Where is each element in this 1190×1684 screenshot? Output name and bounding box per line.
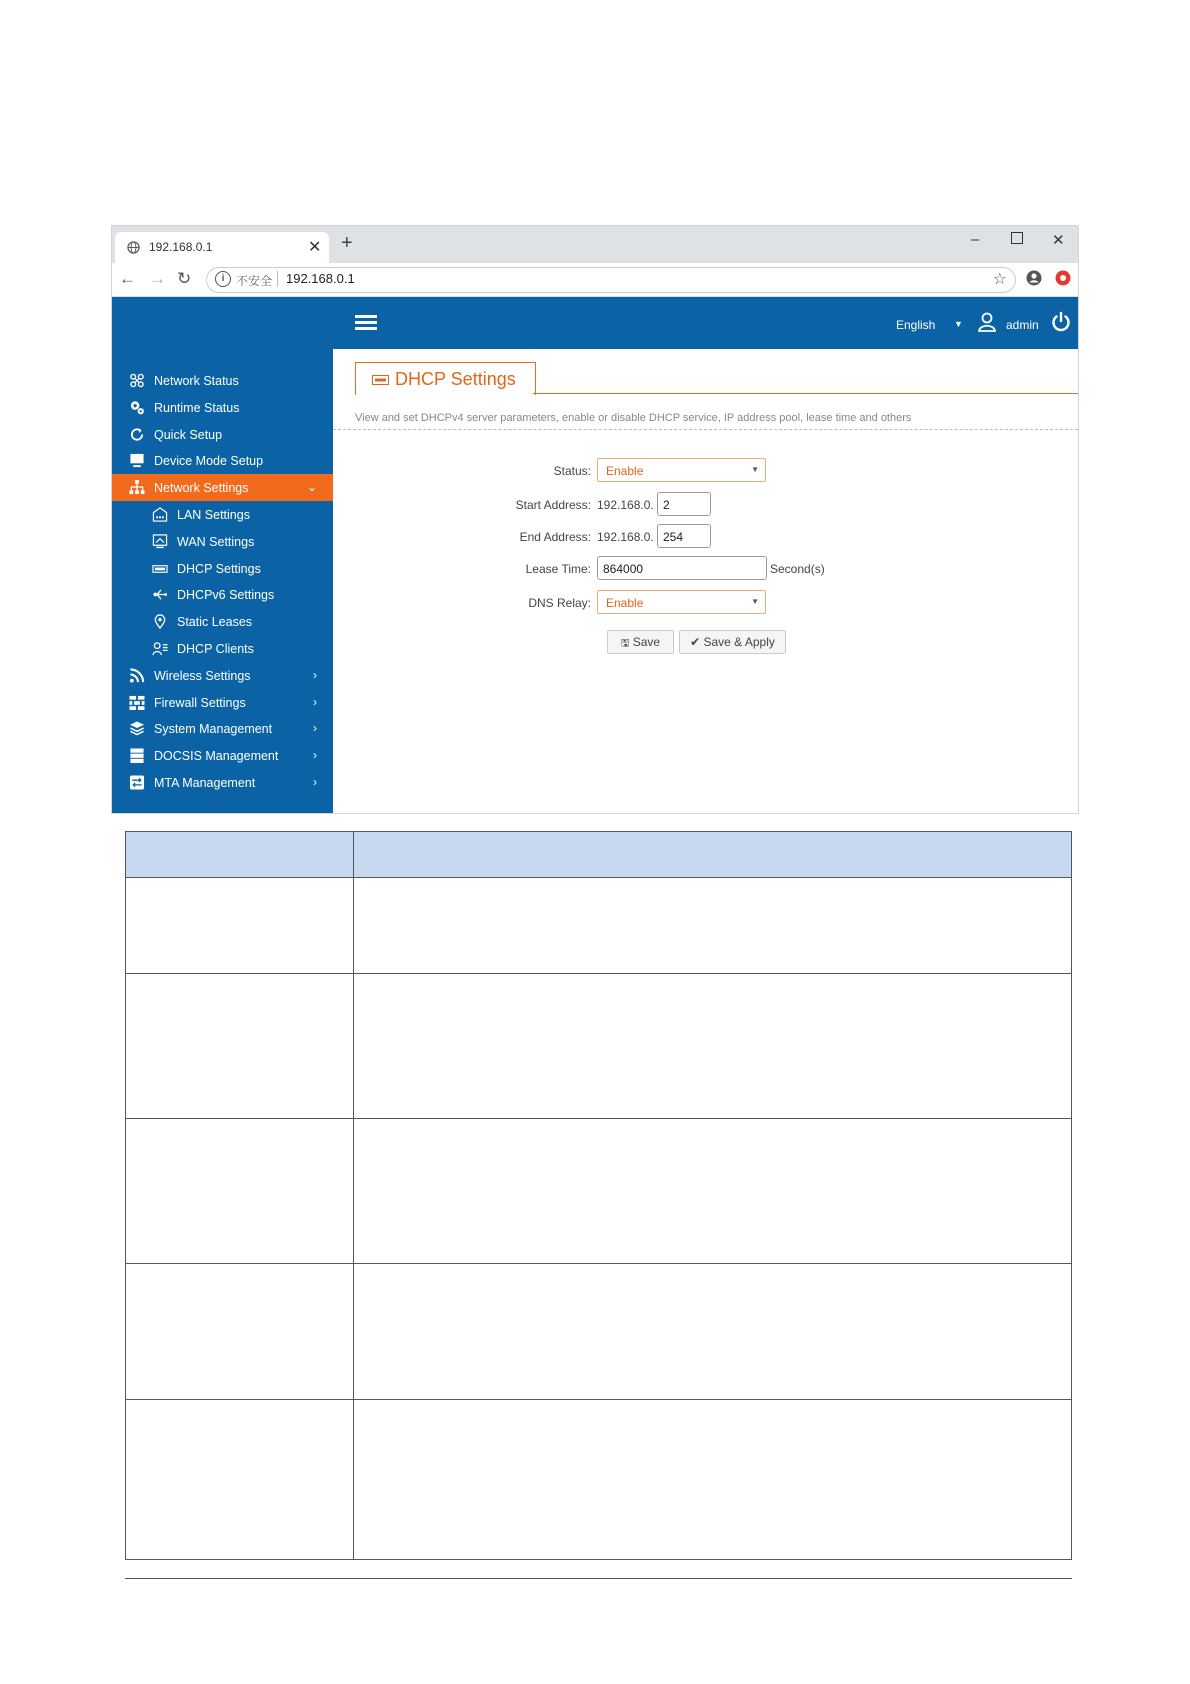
new-tab-button[interactable]: + [341,232,353,254]
table-cell [354,1400,1072,1560]
sidebar-item-device-mode-setup[interactable] [112,447,333,474]
table-row [126,1119,1072,1264]
chevron-down-icon: ⌄ [306,480,317,495]
lease-time-label: Lease Time: [525,562,591,576]
save-apply-button-label: Save & Apply [703,635,775,649]
sidebar-item-firewall-settings[interactable] [112,689,333,716]
sidebar-item-label: DHCPv6 Settings [177,588,275,603]
sidebar-item-label: DHCP Settings [177,561,261,576]
lease-time-unit: Second(s) [770,562,825,576]
table-cell [126,974,354,1119]
table-cell [126,1400,354,1560]
sidebar-item-label: Runtime Status [154,400,240,415]
sidebar-item-quick-setup[interactable] [112,421,333,448]
table-cell [354,1264,1072,1400]
tab-close-icon[interactable]: ✕ [308,239,322,256]
chevron-right-icon: › [313,748,317,763]
sidebar-item-wireless-settings[interactable] [112,662,333,689]
chevron-right-icon: › [313,774,317,789]
table-header-cell [354,832,1072,878]
sidebar-item-label: Wireless Settings [154,668,251,683]
start-address-label: Start Address: [515,498,591,512]
bookmark-star-icon[interactable]: ☆ [992,271,1007,288]
minimize-icon[interactable]: – [971,231,980,248]
table-cell [354,974,1072,1119]
table-row [126,1400,1072,1560]
sidebar-item-system-management[interactable] [112,715,333,742]
sidebar-item-dhcp-clients[interactable] [112,635,333,662]
sidebar-item-network-settings[interactable] [112,474,333,501]
dhcp-icon [372,375,389,385]
end-address-value: 254 [663,530,684,544]
dns-relay-value: Enable [606,596,644,610]
divider [333,429,1078,430]
caret-down-icon: ▼ [751,597,759,606]
end-address-label: End Address: [519,530,591,544]
sidebar-item-label: DHCP Clients [177,641,254,656]
status-value: Enable [606,464,644,478]
insecure-label: 不安全 [236,274,273,288]
lease-time-input[interactable] [597,556,767,580]
end-address-prefix: 192.168.0. [597,530,654,544]
chevron-right-icon: › [313,667,317,682]
network-status-icon [129,373,145,388]
sidebar-item-dhcpv6-settings[interactable] [112,581,333,608]
sidebar-item-label: Network Settings [154,481,249,496]
sidebar-item-label: Static Leases [177,615,253,630]
wan-icon [152,534,168,549]
maximize-icon[interactable] [1011,232,1023,244]
menu-toggle-icon[interactable] [355,315,377,331]
monitor-icon [129,453,145,468]
gears-icon [129,400,145,415]
check-icon: ✔ [690,635,701,649]
user-list-icon [152,641,168,656]
back-icon[interactable]: ← [119,269,136,288]
sidebar-item-network-status[interactable] [112,367,333,394]
user-icon [977,312,997,332]
sidebar-item-label: LAN Settings [177,507,250,522]
exchange-icon [129,775,145,790]
layers-icon [129,721,145,736]
browser-window [112,226,1078,813]
sidebar-menu [112,367,333,796]
page-title: DHCP Settings [395,369,516,389]
table-header-cell [126,832,354,878]
app-header [112,297,1078,349]
profile-icon[interactable] [1026,270,1042,286]
table-cell [126,1119,354,1264]
chevron-right-icon: › [313,721,317,736]
sidebar-item-label: DOCSIS Management [154,749,279,764]
url-text[interactable]: 192.168.0.1 [286,271,355,286]
sidebar-item-label: Network Status [154,374,239,388]
table-cell [354,878,1072,974]
sidebar-item-runtime-status[interactable] [112,394,333,421]
forward-icon[interactable]: → [149,269,166,288]
tab-bar [112,226,1078,263]
address-toolbar [112,263,1078,297]
description-table [125,831,1072,1560]
window-close-icon[interactable]: ✕ [1052,232,1065,249]
table-header-row [126,832,1072,878]
share-icon [152,587,168,602]
sidebar-item-docsis-management[interactable] [112,742,333,769]
map-pin-icon [152,614,168,629]
sidebar-item-label: Quick Setup [154,427,223,442]
page-tab[interactable] [355,362,536,395]
caret-down-icon: ▼ [751,465,759,474]
power-icon[interactable] [1050,311,1072,333]
sitemap-icon [129,480,145,495]
table-cell [126,878,354,974]
table-row [126,974,1072,1119]
reload-icon[interactable]: ↻ [177,269,192,288]
sidebar-item-static-leases[interactable] [112,608,333,635]
table-row [126,878,1072,974]
info-icon[interactable]: i [215,271,231,287]
save-apply-button[interactable] [679,630,786,654]
sidebar-item-label: Device Mode Setup [154,454,264,469]
lan-icon [152,507,168,522]
save-button-label: Save [632,635,661,649]
sidebar-item-mta-management[interactable] [112,769,333,796]
end-address-input[interactable] [657,524,711,548]
save-button[interactable] [607,630,674,654]
sidebar-item-dhcp-settings[interactable] [112,555,333,582]
dns-relay-select[interactable] [597,590,766,614]
username[interactable]: admin [1006,318,1039,332]
sidebar-item-label: Firewall Settings [154,695,246,710]
caret-down-icon[interactable]: ▼ [954,319,963,329]
dns-relay-label: DNS Relay: [528,596,591,610]
sidebar-item-label: System Management [154,722,273,737]
sidebar-item-lan-settings[interactable] [112,501,333,528]
tab-underline [533,393,1078,394]
chevron-right-icon: › [313,694,317,709]
floppy-icon: 🖫 [620,638,630,649]
extension-icon[interactable] [1055,270,1071,286]
sidebar-item-label: MTA Management [154,775,256,790]
status-select[interactable] [597,458,766,482]
start-address-value: 2 [663,498,670,512]
globe-icon [127,241,140,254]
dhcp-icon [152,561,168,576]
tab-title: 192.168.0.1 [149,240,213,254]
start-address-input[interactable] [657,492,711,516]
language-select[interactable]: English [896,318,936,332]
status-label: Status: [553,464,591,478]
start-address-prefix: 192.168.0. [597,498,654,512]
table-cell [354,1119,1072,1264]
address-bar[interactable] [206,267,1016,293]
sidebar-item-label: WAN Settings [177,534,255,549]
refresh-icon [129,427,145,442]
sidebar-item-wan-settings[interactable] [112,528,333,555]
footer-rule [125,1578,1072,1579]
sidebar [112,349,333,813]
table-row [126,1264,1072,1400]
table-cell [126,1264,354,1400]
server-icon [129,748,145,763]
browser-tab[interactable] [115,232,329,263]
page-description: View and set DHCPv4 server parameters, enable or disable DHCP service, IP address pool, lease time and others [355,412,912,424]
divider [277,271,278,287]
wifi-icon [129,668,145,683]
firewall-icon [129,695,145,710]
lease-time-value: 864000 [603,562,644,576]
main-content [333,349,1078,813]
